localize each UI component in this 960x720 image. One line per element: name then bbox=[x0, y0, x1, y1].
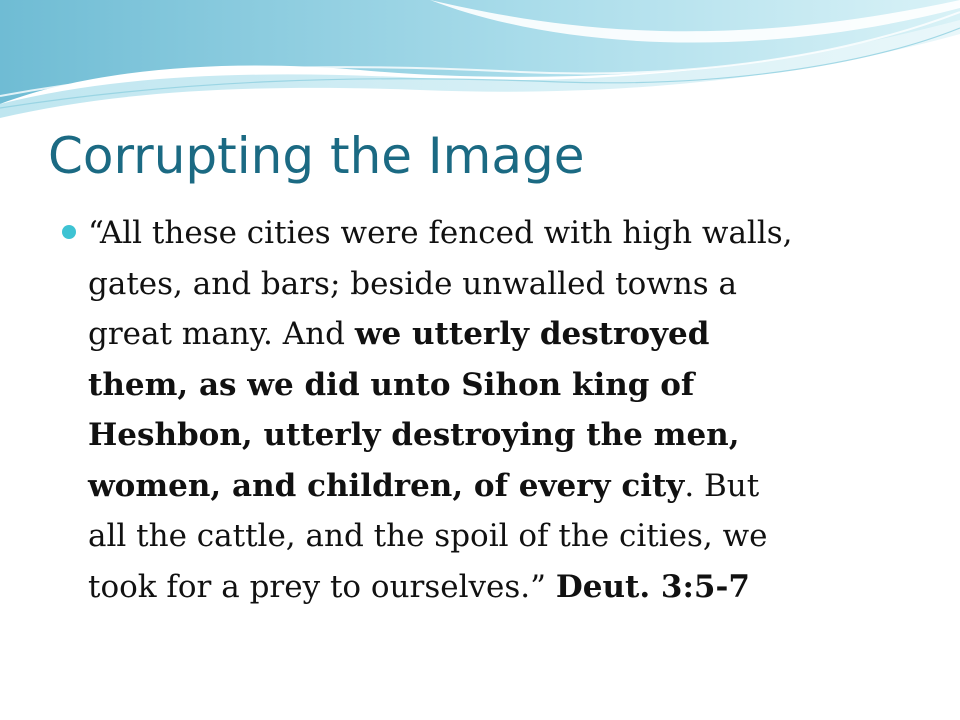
text-line bbox=[88, 461, 918, 512]
bullet-dot-icon bbox=[62, 225, 76, 239]
bold-text-run: Deut. 3:5-7 bbox=[555, 568, 750, 605]
slide-title: Corrupting the Image bbox=[48, 127, 585, 185]
text-run: “All these cities were fenced with high walls, bbox=[88, 215, 793, 251]
text-line bbox=[88, 511, 918, 562]
text-line bbox=[88, 410, 918, 461]
text-run: all the cattle, and the spoil of the cities, we bbox=[88, 518, 768, 554]
bold-text-run: them, as we did unto Sihon king of bbox=[88, 366, 695, 403]
text-run: took for a prey to ourselves.” bbox=[88, 568, 556, 605]
text-line bbox=[88, 208, 918, 259]
text-line bbox=[88, 562, 918, 613]
text-run: great many. And bbox=[88, 316, 355, 352]
bold-text-run: Heshbon, utterly destroying the men, bbox=[88, 417, 740, 453]
text-run: . But bbox=[684, 467, 760, 504]
text-line bbox=[88, 259, 918, 310]
text-line bbox=[88, 360, 918, 411]
bullet-text bbox=[88, 208, 918, 612]
bold-text-run: we utterly destroyed bbox=[354, 316, 710, 352]
text-run: gates, and bars; beside unwalled towns a bbox=[88, 265, 737, 302]
header-wave-decoration bbox=[0, 0, 960, 120]
bold-text-run: women, and children, of every city bbox=[88, 467, 685, 504]
text-line bbox=[88, 309, 918, 360]
